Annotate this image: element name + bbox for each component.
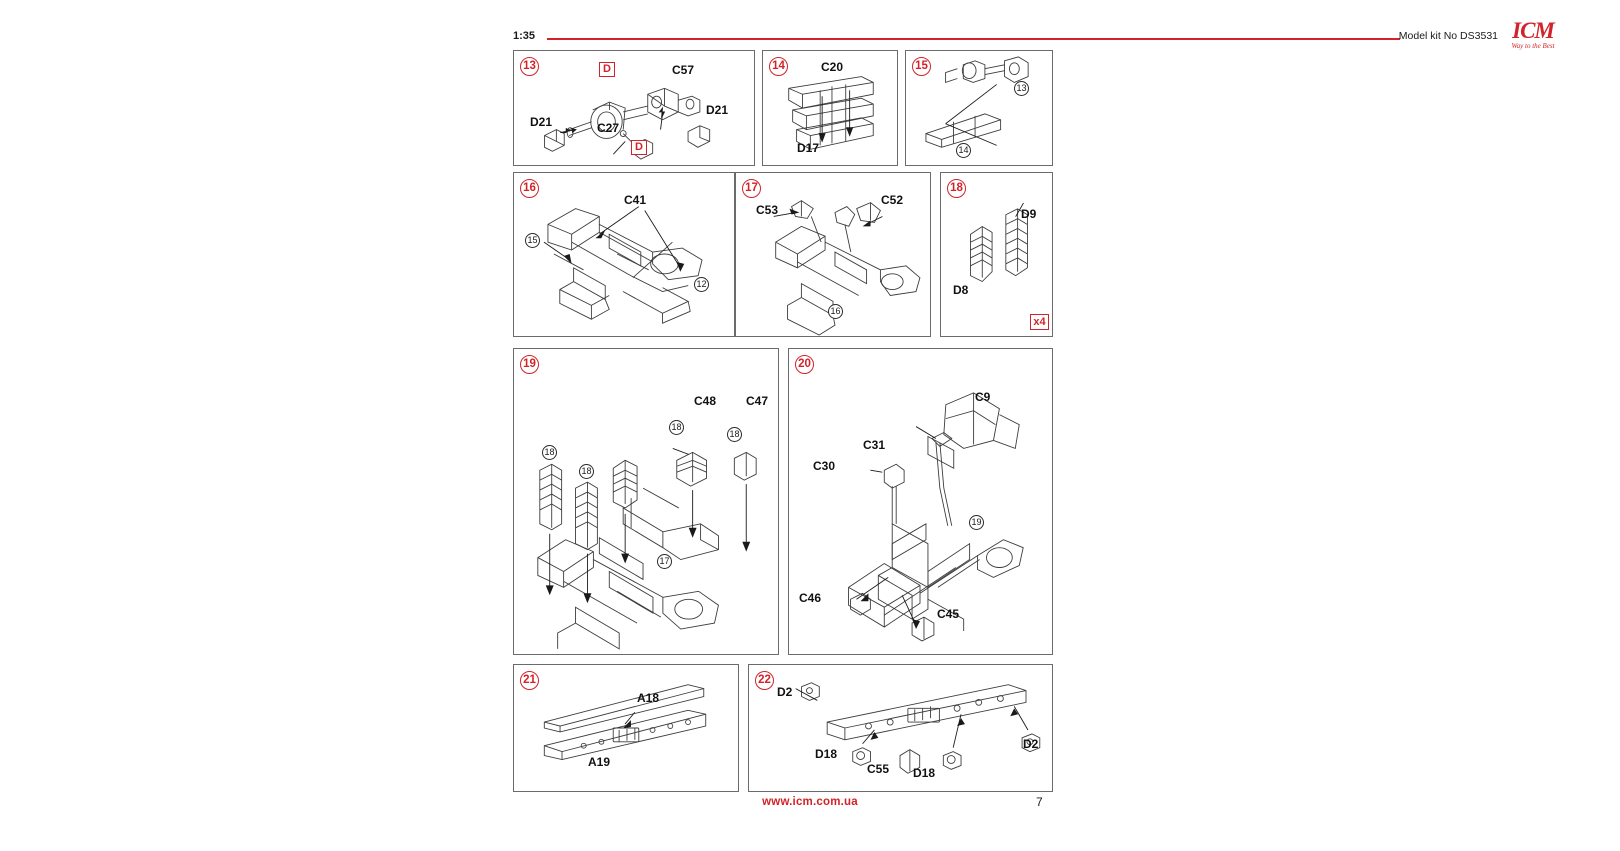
part-label-c57: C57: [672, 63, 695, 77]
scale-label: 1:35: [513, 30, 536, 42]
step-20-number: 20: [795, 355, 814, 374]
ref-badge-18-c: 18: [669, 420, 684, 435]
part-label-c30: C30: [813, 459, 836, 473]
part-label-c45: C45: [937, 607, 960, 621]
part-label-c52: C52: [881, 193, 904, 207]
kit-number-label: Model kit No DS3531: [1398, 30, 1498, 42]
step-22-diagram: [749, 665, 1052, 791]
part-label-c9: C9: [975, 390, 991, 404]
step-18-panel: [940, 172, 1053, 337]
step-20-diagram: [789, 349, 1052, 654]
step-17-panel: [735, 172, 931, 337]
ref-badge-14: 14: [956, 143, 971, 158]
step-19-number: 19: [520, 355, 539, 374]
part-label-c20: C20: [821, 60, 844, 74]
step-13-panel: [513, 50, 755, 166]
ref-badge-17-step19: 17: [657, 554, 672, 569]
step-16-number: 16: [520, 179, 539, 198]
step-18-number: 18: [947, 179, 966, 198]
step-17-number: 17: [742, 179, 761, 198]
ref-badge-13: 13: [1014, 81, 1029, 96]
step-21-diagram: [514, 665, 738, 791]
step-21-number: 21: [520, 671, 539, 690]
part-label-c31: C31: [863, 438, 886, 452]
step-14-panel: [762, 50, 898, 166]
quantity-badge-x4: x4: [1030, 314, 1049, 330]
step-20-panel: [788, 348, 1053, 655]
ref-badge-15-step16: 15: [525, 233, 540, 248]
part-label-d9: D9: [1021, 207, 1037, 221]
part-label-c48: C48: [694, 394, 717, 408]
footer-website-link[interactable]: www.icm.com.ua: [762, 796, 858, 808]
part-label-c55: C55: [867, 762, 890, 776]
header-divider: [547, 38, 1400, 40]
ref-badge-18-d: 18: [727, 427, 742, 442]
step-16-panel: [513, 172, 735, 337]
ref-badge-18-a: 18: [542, 445, 557, 460]
part-label-c53: C53: [756, 203, 779, 217]
part-label-a18: A18: [637, 691, 660, 705]
step-22-number: 22: [755, 671, 774, 690]
part-label-d17: D17: [797, 141, 820, 155]
part-label-c46: C46: [799, 591, 822, 605]
step-19-panel: [513, 348, 779, 655]
step-21-panel: [513, 664, 739, 792]
step-15-panel: [905, 50, 1053, 166]
ref-badge-12-step16: 12: [694, 277, 709, 292]
icm-logo: [1500, 20, 1566, 54]
page-number: 7: [1036, 795, 1043, 809]
part-label-d21-left: D21: [530, 115, 553, 129]
step-13-number: 13: [520, 57, 539, 76]
part-label-d18-right: D18: [913, 766, 936, 780]
part-label-c47: C47: [746, 394, 769, 408]
part-label-d2-right: D2: [1023, 737, 1039, 751]
ref-badge-16-step17: 16: [828, 304, 843, 319]
step-19-diagram: [514, 349, 778, 654]
step-15-number: 15: [912, 57, 931, 76]
ref-badge-18-b: 18: [579, 464, 594, 479]
logo-subtext: Way to the Best: [1511, 42, 1555, 50]
part-label-a19: A19: [588, 755, 611, 769]
part-label-d18-left: D18: [815, 747, 838, 761]
step-22-panel: [748, 664, 1053, 792]
marker-d-bottom: D: [631, 140, 647, 155]
part-label-c41: C41: [624, 193, 647, 207]
marker-d-top: D: [599, 62, 615, 77]
part-label-d2-left: D2: [777, 685, 793, 699]
logo-text: ICM: [1512, 18, 1554, 43]
part-label-d8: D8: [953, 283, 969, 297]
part-label-c27: C27: [597, 121, 620, 135]
part-label-d21-right: D21: [706, 103, 729, 117]
page-header: [513, 14, 1566, 50]
ref-badge-19-step20: 19: [969, 515, 984, 530]
step-14-number: 14: [769, 57, 788, 76]
